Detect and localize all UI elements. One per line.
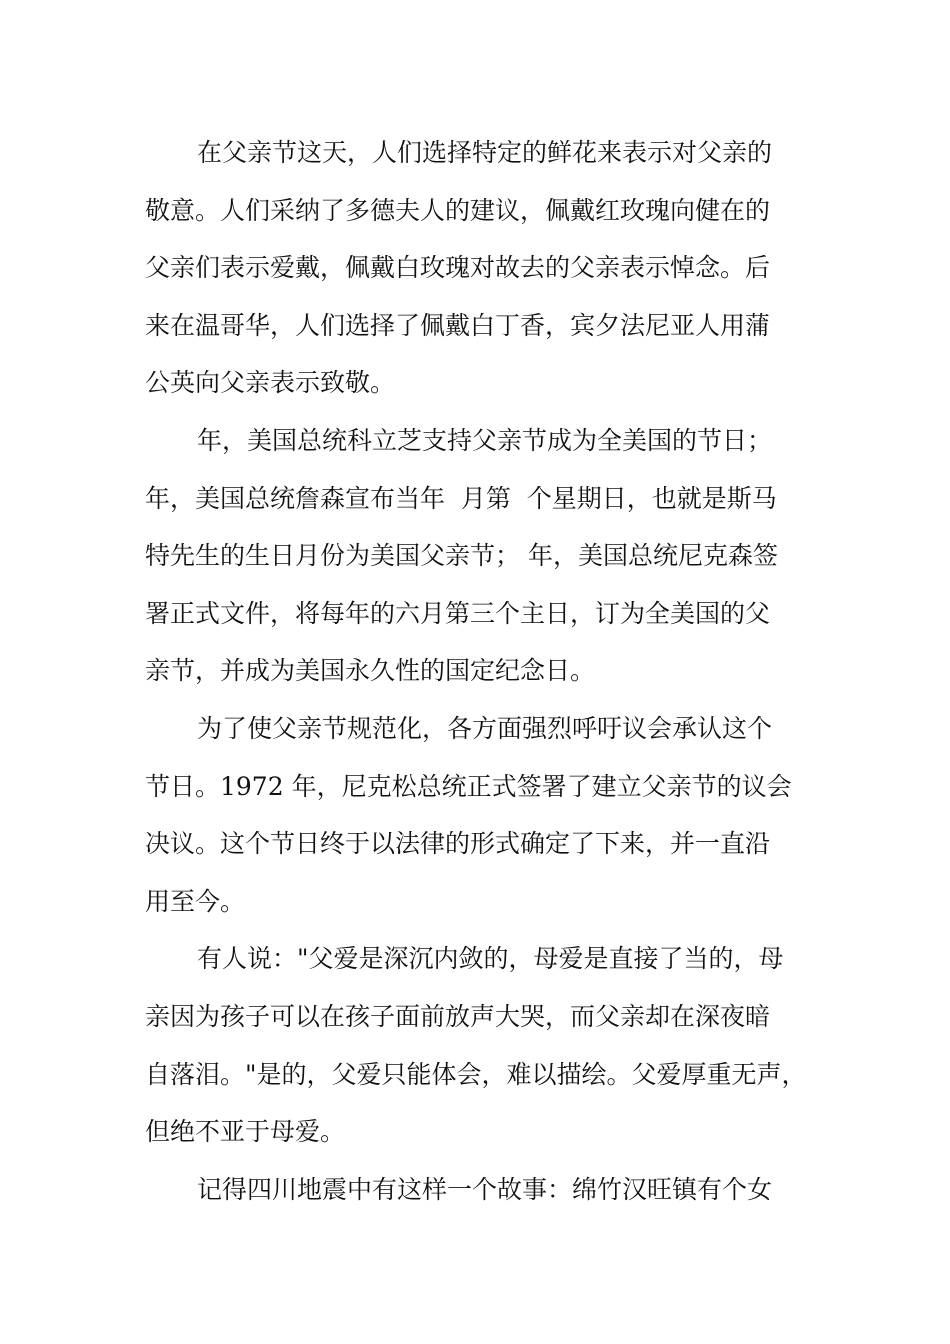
- paragraph-2: [145, 412, 807, 700]
- text-line: 父亲们表示爱戴，佩戴白玫瑰对故去的父亲表示悼念。后: [145, 253, 771, 283]
- document-body: [145, 124, 807, 1218]
- text-line: 节日。1972 年，尼克松总统正式签署了建立父亲节的议会: [145, 771, 792, 801]
- text-line: 亲节，并成为美国永久性的国定纪念日。: [145, 656, 596, 686]
- text-line: 有人说："父爱是深沉内敛的，母爱是直接了当的，母: [197, 944, 784, 974]
- text-line: 年，美国总统詹森宣布当年 月第 个星期日，也就是斯马: [145, 483, 777, 513]
- text-line: 用至今。: [145, 886, 246, 916]
- text-line: 公英向父亲表示致敬。: [145, 368, 396, 398]
- text-line: 在父亲节这天，人们选择特定的鲜花来表示对父亲的: [197, 138, 773, 167]
- paragraph-1: [145, 124, 807, 412]
- text-line: 年，美国总统科立芝支持父亲节成为全美国的节日；: [197, 425, 773, 455]
- text-line: 敬意。人们采纳了多德夫人的建议，佩戴红玫瑰向健在的: [145, 195, 771, 225]
- paragraph-3: [145, 700, 807, 930]
- text-line: 署正式文件，将每年的六月第三个主日，订为全美国的父: [145, 598, 771, 628]
- text-line: 特先生的生日月份为美国父亲节； 年，美国总统尼克森签: [145, 541, 778, 571]
- paragraph-4: [145, 930, 807, 1160]
- text-line: 决议。这个节日终于以法律的形式确定了下来，并一直沿: [145, 829, 771, 859]
- text-line: 记得四川地震中有这样一个故事：绵竹汉旺镇有个女: [197, 1174, 773, 1204]
- text-line: 亲因为孩子可以在孩子面前放声大哭，而父亲却在深夜暗: [145, 1001, 771, 1031]
- text-line: 自落泪。"是的，父爱只能体会，难以描绘。父爱厚重无声，: [145, 1059, 807, 1089]
- text-line: 为了使父亲节规范化，各方面强烈呼吁议会承认这个: [197, 713, 773, 743]
- paragraph-5: [145, 1161, 807, 1219]
- text-line: 来在温哥华，人们选择了佩戴白丁香，宾夕法尼亚人用蒲: [145, 310, 771, 340]
- text-line: 但绝不亚于母爱。: [145, 1117, 346, 1147]
